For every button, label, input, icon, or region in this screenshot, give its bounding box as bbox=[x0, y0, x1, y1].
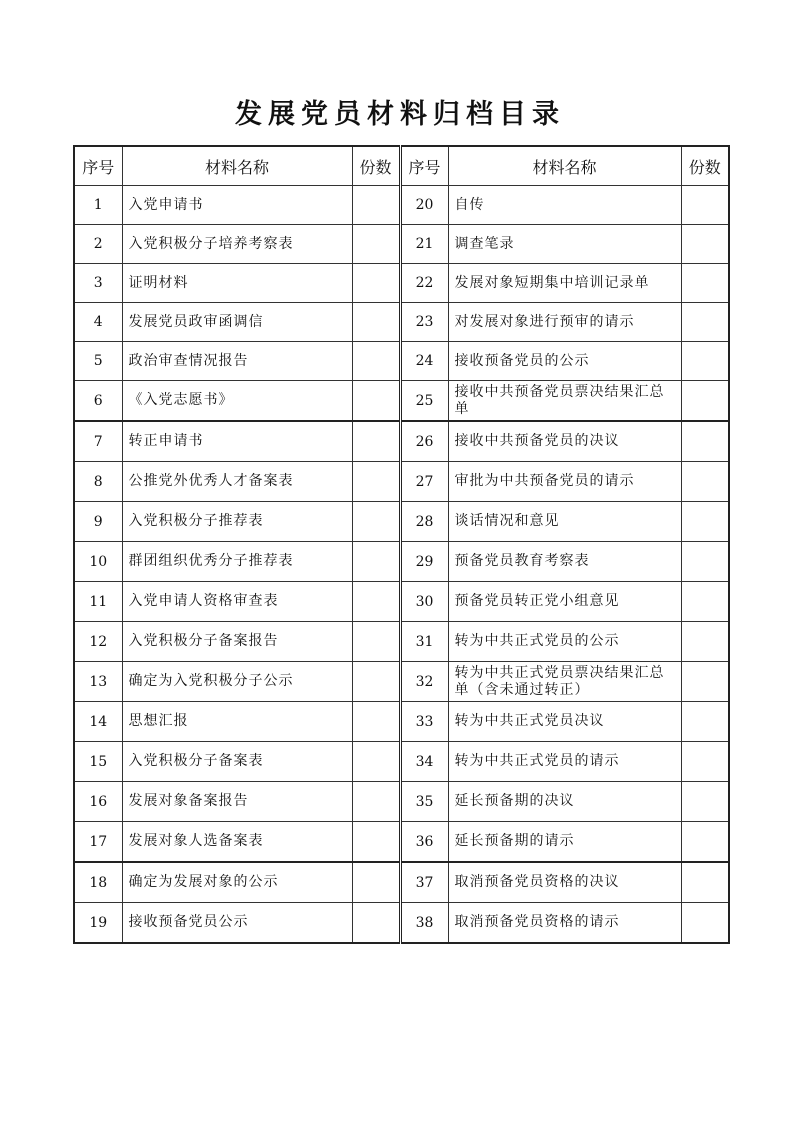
copies-cell-left[interactable] bbox=[352, 421, 400, 462]
material-name-right: 调查笔录 bbox=[448, 225, 681, 264]
copies-cell-right[interactable] bbox=[681, 381, 729, 422]
copies-cell-left[interactable] bbox=[352, 264, 400, 303]
material-name-right: 延长预备期的决议 bbox=[448, 782, 681, 822]
item-number-left: 1 bbox=[74, 186, 122, 225]
copies-cell-left[interactable] bbox=[352, 622, 400, 662]
item-number-left: 14 bbox=[74, 702, 122, 742]
table-header-row bbox=[74, 146, 729, 186]
table-row bbox=[74, 903, 729, 944]
table-row bbox=[74, 742, 729, 782]
material-name-left: 入党积极分子备案报告 bbox=[122, 622, 352, 662]
material-name-left: 政治审查情况报告 bbox=[122, 342, 352, 381]
copies-cell-right[interactable] bbox=[681, 622, 729, 662]
material-name-right: 发展对象短期集中培训记录单 bbox=[448, 264, 681, 303]
material-name-left: 转正申请书 bbox=[122, 421, 352, 462]
header-name-left: 材料名称 bbox=[122, 146, 352, 186]
item-number-left: 3 bbox=[74, 264, 122, 303]
material-name-right: 延长预备期的请示 bbox=[448, 822, 681, 863]
item-number-left: 9 bbox=[74, 502, 122, 542]
copies-cell-left[interactable] bbox=[352, 225, 400, 264]
copies-cell-right[interactable] bbox=[681, 542, 729, 582]
copies-cell-left[interactable] bbox=[352, 702, 400, 742]
material-name-left: 确定为发展对象的公示 bbox=[122, 862, 352, 903]
material-name-left: 发展党员政审函调信 bbox=[122, 303, 352, 342]
material-name-left: 接收预备党员公示 bbox=[122, 903, 352, 944]
item-number-right: 22 bbox=[400, 264, 448, 303]
item-number-right: 32 bbox=[400, 662, 448, 702]
item-number-left: 4 bbox=[74, 303, 122, 342]
item-number-right: 34 bbox=[400, 742, 448, 782]
copies-cell-right[interactable] bbox=[681, 303, 729, 342]
table-row bbox=[74, 662, 729, 702]
material-name-left: 公推党外优秀人才备案表 bbox=[122, 462, 352, 502]
copies-cell-right[interactable] bbox=[681, 502, 729, 542]
material-name-right: 预备党员教育考察表 bbox=[448, 542, 681, 582]
material-name-right: 自传 bbox=[448, 186, 681, 225]
header-copies-left: 份数 bbox=[352, 146, 400, 186]
table-row bbox=[74, 381, 729, 422]
header-seq-left: 序号 bbox=[74, 146, 122, 186]
item-number-left: 5 bbox=[74, 342, 122, 381]
material-name-left: 发展对象人选备案表 bbox=[122, 822, 352, 863]
item-number-right: 35 bbox=[400, 782, 448, 822]
item-number-left: 15 bbox=[74, 742, 122, 782]
item-number-left: 12 bbox=[74, 622, 122, 662]
copies-cell-right[interactable] bbox=[681, 582, 729, 622]
item-number-left: 2 bbox=[74, 225, 122, 264]
material-name-left: 思想汇报 bbox=[122, 702, 352, 742]
material-name-right: 接收预备党员的公示 bbox=[448, 342, 681, 381]
copies-cell-right[interactable] bbox=[681, 742, 729, 782]
item-number-left: 8 bbox=[74, 462, 122, 502]
material-name-right: 转为中共正式党员决议 bbox=[448, 702, 681, 742]
item-number-left: 19 bbox=[74, 903, 122, 944]
item-number-left: 16 bbox=[74, 782, 122, 822]
material-name-left: 入党积极分子备案表 bbox=[122, 742, 352, 782]
item-number-right: 33 bbox=[400, 702, 448, 742]
item-number-right: 28 bbox=[400, 502, 448, 542]
copies-cell-right[interactable] bbox=[681, 903, 729, 944]
copies-cell-left[interactable] bbox=[352, 782, 400, 822]
material-name-left: 入党积极分子推荐表 bbox=[122, 502, 352, 542]
copies-cell-right[interactable] bbox=[681, 822, 729, 863]
copies-cell-left[interactable] bbox=[352, 342, 400, 381]
item-number-left: 10 bbox=[74, 542, 122, 582]
item-number-left: 17 bbox=[74, 822, 122, 863]
material-name-left: 证明材料 bbox=[122, 264, 352, 303]
material-name-right: 接收中共预备党员的决议 bbox=[448, 421, 681, 462]
material-name-right: 预备党员转正党小组意见 bbox=[448, 582, 681, 622]
header-seq-right: 序号 bbox=[400, 146, 448, 186]
material-name-left: 入党申请书 bbox=[122, 186, 352, 225]
material-name-right: 转为中共正式党员票决结果汇总单（含未通过转正） bbox=[448, 662, 681, 702]
table-row bbox=[74, 225, 729, 264]
item-number-right: 20 bbox=[400, 186, 448, 225]
header-copies-right: 份数 bbox=[681, 146, 729, 186]
table-row bbox=[74, 502, 729, 542]
copies-cell-right[interactable] bbox=[681, 421, 729, 462]
table-row bbox=[74, 462, 729, 502]
item-number-right: 25 bbox=[400, 381, 448, 422]
material-name-right: 转为中共正式党员的请示 bbox=[448, 742, 681, 782]
table-row bbox=[74, 264, 729, 303]
copies-cell-right[interactable] bbox=[681, 186, 729, 225]
table-row bbox=[74, 622, 729, 662]
copies-cell-right[interactable] bbox=[681, 462, 729, 502]
item-number-right: 26 bbox=[400, 421, 448, 462]
copies-cell-left[interactable] bbox=[352, 502, 400, 542]
header-name-right: 材料名称 bbox=[448, 146, 681, 186]
material-name-right: 转为中共正式党员的公示 bbox=[448, 622, 681, 662]
item-number-right: 27 bbox=[400, 462, 448, 502]
table-row bbox=[74, 782, 729, 822]
table-row bbox=[74, 303, 729, 342]
copies-cell-left[interactable] bbox=[352, 903, 400, 944]
copies-cell-left[interactable] bbox=[352, 742, 400, 782]
copies-cell-left[interactable] bbox=[352, 662, 400, 702]
item-number-right: 21 bbox=[400, 225, 448, 264]
table-row bbox=[74, 582, 729, 622]
item-number-left: 6 bbox=[74, 381, 122, 422]
item-number-right: 23 bbox=[400, 303, 448, 342]
copies-cell-right[interactable] bbox=[681, 702, 729, 742]
material-name-right: 审批为中共预备党员的请示 bbox=[448, 462, 681, 502]
item-number-right: 36 bbox=[400, 822, 448, 863]
item-number-left: 7 bbox=[74, 421, 122, 462]
copies-cell-right[interactable] bbox=[681, 862, 729, 903]
material-name-right: 接收中共预备党员票决结果汇总单 bbox=[448, 381, 681, 422]
archive-catalog-table bbox=[73, 145, 730, 944]
copies-cell-right[interactable] bbox=[681, 264, 729, 303]
copies-cell-left[interactable] bbox=[352, 462, 400, 502]
item-number-right: 37 bbox=[400, 862, 448, 903]
item-number-left: 13 bbox=[74, 662, 122, 702]
material-name-right: 取消预备党员资格的请示 bbox=[448, 903, 681, 944]
copies-cell-right[interactable] bbox=[681, 662, 729, 702]
item-number-left: 18 bbox=[74, 862, 122, 903]
table-row bbox=[74, 542, 729, 582]
material-name-left: 入党申请人资格审查表 bbox=[122, 582, 352, 622]
table-row bbox=[74, 342, 729, 381]
item-number-right: 31 bbox=[400, 622, 448, 662]
copies-cell-left[interactable] bbox=[352, 582, 400, 622]
material-name-left: 群团组织优秀分子推荐表 bbox=[122, 542, 352, 582]
item-number-right: 29 bbox=[400, 542, 448, 582]
material-name-right: 取消预备党员资格的决议 bbox=[448, 862, 681, 903]
material-name-left: 入党积极分子培养考察表 bbox=[122, 225, 352, 264]
material-name-right: 谈话情况和意见 bbox=[448, 502, 681, 542]
item-number-left: 11 bbox=[74, 582, 122, 622]
table-row bbox=[74, 822, 729, 863]
copies-cell-left[interactable] bbox=[352, 303, 400, 342]
copies-cell-right[interactable] bbox=[681, 342, 729, 381]
item-number-right: 24 bbox=[400, 342, 448, 381]
copies-cell-left[interactable] bbox=[352, 822, 400, 863]
material-name-left: 《入党志愿书》 bbox=[122, 381, 352, 422]
copies-cell-left[interactable] bbox=[352, 862, 400, 903]
material-name-right: 对发展对象进行预审的请示 bbox=[448, 303, 681, 342]
table-row bbox=[74, 702, 729, 742]
material-name-left: 发展对象备案报告 bbox=[122, 782, 352, 822]
table-row bbox=[74, 862, 729, 903]
item-number-right: 30 bbox=[400, 582, 448, 622]
copies-cell-left[interactable] bbox=[352, 381, 400, 422]
material-name-left: 确定为入党积极分子公示 bbox=[122, 662, 352, 702]
copies-cell-left[interactable] bbox=[352, 186, 400, 225]
copies-cell-right[interactable] bbox=[681, 225, 729, 264]
table-row bbox=[74, 186, 729, 225]
page-title: 发展党员材料归档目录 bbox=[235, 99, 565, 130]
copies-cell-left[interactable] bbox=[352, 542, 400, 582]
item-number-right: 38 bbox=[400, 903, 448, 944]
copies-cell-right[interactable] bbox=[681, 782, 729, 822]
table-row bbox=[74, 421, 729, 462]
